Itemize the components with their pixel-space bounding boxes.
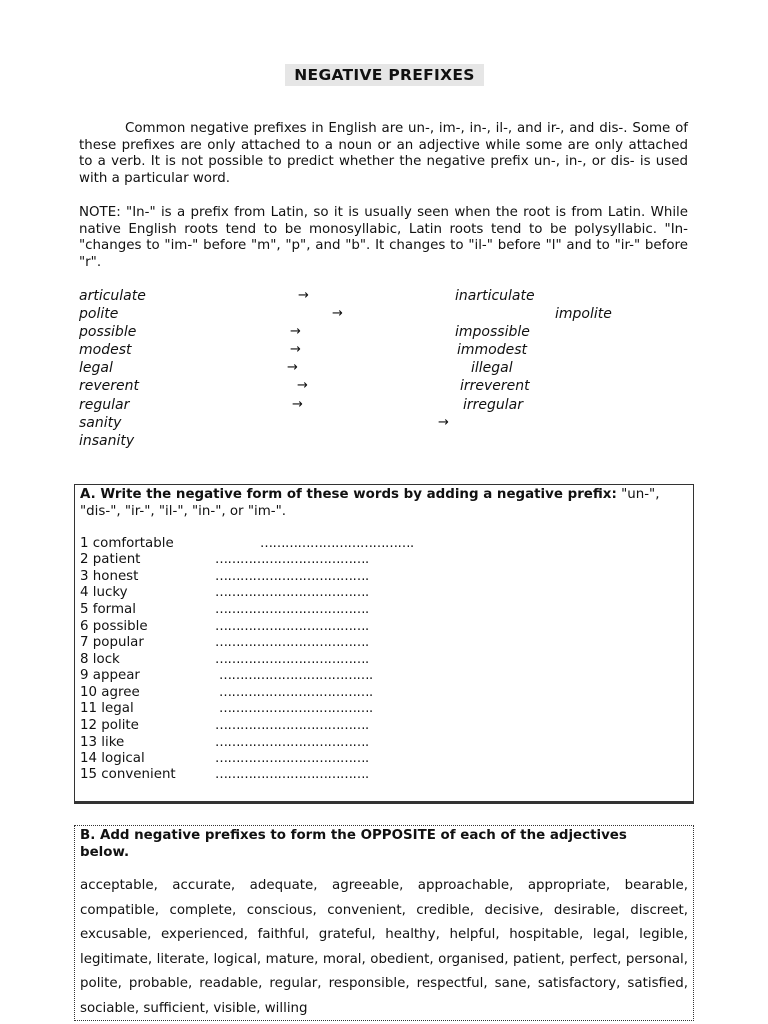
arrow-icon: → xyxy=(290,324,301,339)
example-result: impolite xyxy=(555,306,612,322)
arrow-icon: → xyxy=(287,360,298,375)
section-a-heading xyxy=(80,487,688,520)
example-result: immodest xyxy=(457,342,528,358)
exercise-item: 7 popular xyxy=(80,635,144,650)
exercise-item: 10 agree xyxy=(80,685,140,700)
answer-line[interactable]: ………………………………. xyxy=(215,718,369,733)
exercise-item: 6 possible xyxy=(80,619,148,634)
example-result: irregular xyxy=(463,397,523,413)
section-a-heading-options: "un-", "dis-", "ir-", "il-", "in-", or "im-". xyxy=(80,487,660,519)
exercise-item: 5 formal xyxy=(80,602,136,617)
example-word: reverent xyxy=(79,378,139,394)
answer-line[interactable]: ………………………………. xyxy=(215,619,369,634)
example-result: inarticulate xyxy=(455,288,535,304)
exercise-item: 14 logical xyxy=(80,751,145,766)
page-title: NEGATIVE PREFIXES xyxy=(285,64,484,86)
answer-line[interactable]: ………………………………. xyxy=(215,767,369,782)
exercise-item: 9 appear xyxy=(80,668,140,683)
exercise-item: 11 legal xyxy=(80,701,134,716)
example-result: illegal xyxy=(471,360,513,376)
exercise-item: 12 polite xyxy=(80,718,139,733)
intro-paragraph: Common negative prefixes in English are un-, im-, in-, il-, and ir-, and dis-. Some of these prefixes are only attached to a noun or an adjective while some are only attached to a verb. It is not possible to predict whether the negative prefix un-, in-, or dis- is used with a particular word. xyxy=(79,121,688,186)
section-a-heading-bold: A. Write the negative form of these words by adding a negative prefix: xyxy=(80,487,617,502)
exercise-item: 1 comfortable xyxy=(80,536,174,551)
example-word: articulate xyxy=(79,288,146,304)
answer-line[interactable]: ………………………………. xyxy=(215,735,369,750)
arrow-icon: → xyxy=(292,397,303,412)
example-word: sanity xyxy=(79,415,122,431)
example-word: legal xyxy=(79,360,113,376)
exercise-item: 3 honest xyxy=(80,569,139,584)
exercise-item: 4 lucky xyxy=(80,585,128,600)
arrow-icon: → xyxy=(290,342,301,357)
answer-line[interactable]: ………………………………. xyxy=(215,652,369,667)
arrow-icon: → xyxy=(297,378,308,393)
answer-line[interactable]: ………………………………. xyxy=(215,635,369,650)
example-word: possible xyxy=(79,324,137,340)
adjective-list: acceptable, accurate, adequate, agreeable, approachable, appropriate, bearable, compatible, complete, conscious, convenient, credible, decisive, desirable, discreet, excusable, experienced, faithful, grateful, healthy, helpful, hospitable, legal, legible, legitimate, literate, logical, mature, moral, obedient, organised, patient, perfect, personal, polite, probable, readable, regular, responsible, respectful, sane, satisfactory, satisfied, sociable, sufficient, visible, willing xyxy=(80,878,688,1016)
answer-line[interactable]: ………………………………. xyxy=(215,602,369,617)
section-b-box xyxy=(74,825,694,1021)
exercise-item: 8 lock xyxy=(80,652,120,667)
example-word: modest xyxy=(79,342,132,358)
answer-line[interactable]: ………………………………. xyxy=(215,751,369,766)
answer-line[interactable]: ………………………………. xyxy=(215,552,369,567)
arrow-icon: → xyxy=(298,288,309,303)
example-word: polite xyxy=(79,306,119,322)
note-paragraph: NOTE: "In-" is a prefix from Latin, so it is usually seen when the root is from Latin. While native English roots tend to be monosyllabic, Latin roots tend to be polysyllabic. "In-"changes to "im-" before "m", "p", and "b". It changes to "il-" before "l" and to "ir-" before "r". xyxy=(79,205,688,270)
answer-line[interactable]: ………………………………. xyxy=(219,685,373,700)
exercise-item: 13 like xyxy=(80,735,125,750)
answer-line[interactable]: ………………………………. xyxy=(219,668,373,683)
arrow-icon: → xyxy=(438,415,449,430)
example-result: irreverent xyxy=(460,378,530,394)
answer-line[interactable]: ………………………………. xyxy=(215,569,369,584)
section-a-box xyxy=(74,484,694,804)
example-word: regular xyxy=(79,397,130,413)
example-result: impossible xyxy=(455,324,530,340)
exercise-item: 2 patient xyxy=(80,552,141,567)
answer-line[interactable]: ………………………………. xyxy=(215,585,369,600)
section-b-heading: B. Add negative prefixes to form the OPPOSITE of each of the adjectives below. xyxy=(80,828,627,860)
exercise-item: 15 convenient xyxy=(80,767,176,782)
answer-line[interactable]: ………………………………. xyxy=(260,536,414,551)
example-result: insanity xyxy=(79,433,135,449)
answer-line[interactable]: ………………………………. xyxy=(219,701,373,716)
arrow-icon: → xyxy=(332,306,343,321)
